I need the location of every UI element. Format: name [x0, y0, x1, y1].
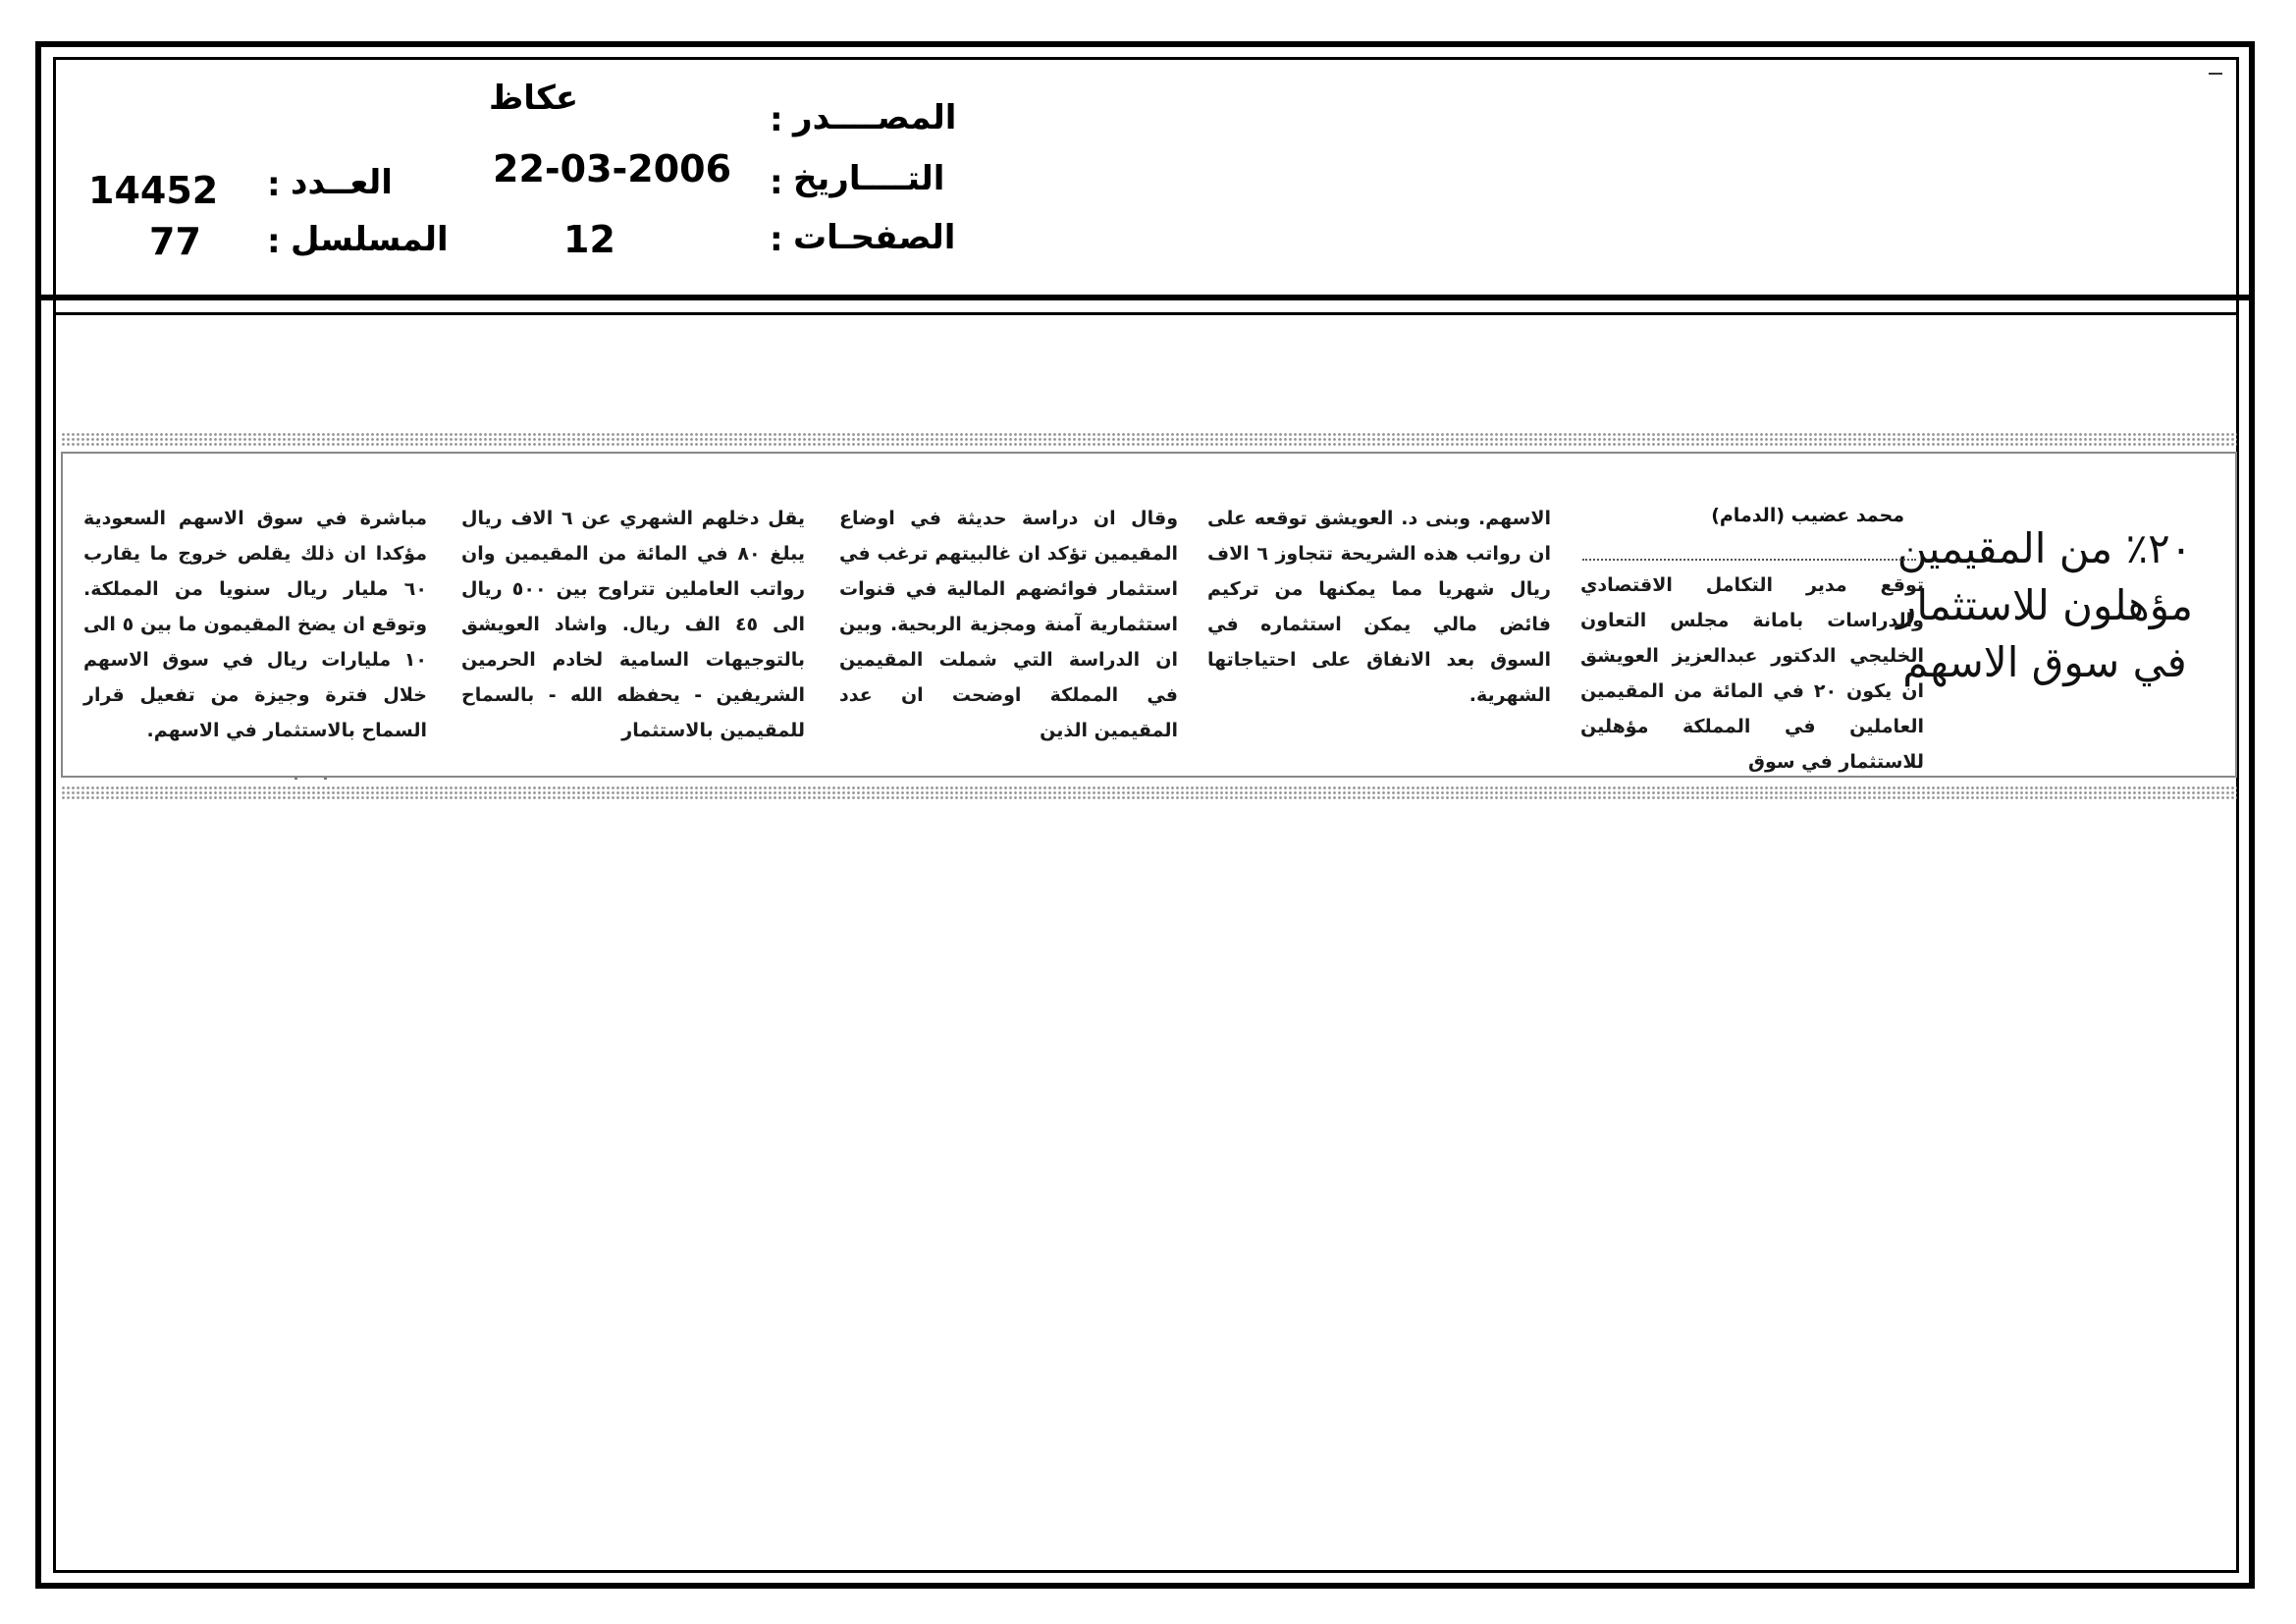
issue-value: 14452 — [88, 169, 219, 212]
header-divider — [35, 295, 2255, 300]
issue-label: العــدد — [291, 163, 393, 202]
column-text: وقال ان دراسة حديثة في اوضاع المقيمين تؤكد ان غالبيتهم ترغب في استثمار فوائضهم المالية في قنوات استثمارية آمنة ومجزية الربحية. وبين ان الدراسة التي شملت المقيمين في المملكة اوضحت ان عدد المقيمين الذين — [839, 508, 1178, 741]
headline-line: في سوق الاسهم — [1902, 638, 2187, 686]
column-text: الاسهم. وبنى د. العويشق توقعه على ان رواتب هذه الشريحة تتجاوز ٦ الاف ريال شهريا مما يمكنها من تركيم فائض مالي يمكن استثماره في السوق بعد الانفاق على احتياجاتها الشهرية. — [1207, 508, 1551, 706]
header-divider-inner — [53, 312, 2239, 315]
article-headline — [1883, 520, 2207, 691]
scan-speck — [324, 778, 327, 780]
pages-label: الصفحـات — [793, 218, 956, 257]
article-column-2 — [1207, 501, 1551, 713]
column-text: يقل دخلهم الشهري عن ٦ الاف ريال يبلغ ٨٠ في المائة من المقيمين وان رواتب العاملين تتراوح بين ٥٠٠ ريال الى ٤٥ الف ريال. واشاد العويشق بالتوجيهات السامية لخادم الحرمين الشريفين - يحفظه الله - بالسماح للمقيمين بالاستثمار — [461, 508, 806, 741]
article-byline: محمد عضيب (الدمام) — [1711, 505, 1904, 526]
clipping-bottom-edge — [61, 785, 2237, 799]
date-label: التــــاريخ — [793, 159, 945, 198]
issue-colon: : — [267, 165, 281, 204]
column-text: مباشرة في سوق الاسهم السعودية مؤكدا ان ذلك يقلص خروج ما يقارب ٦٠ مليار ريال سنويا من المملكة. وتوقع ان يضخ المقيمون ما بين ٥ الى ١٠ مليارات ريال في سوق الاسهم خلال فترة وجيزة من تفعيل قرار السماح بالاستثمار في الاسهم. — [83, 508, 427, 741]
headline-line: مؤهلون للاستثمار — [1896, 581, 2193, 629]
pages-value: 12 — [563, 218, 615, 261]
serial-colon: : — [267, 222, 281, 261]
headline-line: ٢٠٪ من المقيمين — [1896, 524, 2193, 572]
pages-colon: : — [770, 220, 783, 259]
source-label: المصــــدر — [793, 98, 957, 137]
scan-speck — [294, 778, 297, 780]
column-text: توقع مدير التكامل الاقتصادي والدراسات بامانة مجلس التعاون الخليجي الدكتور عبدالعزيز العويشق ان يكون ٢٠ في المائة من المقيمين العاملين في المملكة مؤهلين للاستثمار في سوق — [1580, 574, 1924, 773]
page-inner-border — [53, 57, 2239, 1573]
clipping-top-edge — [61, 432, 2237, 446]
serial-label: المسلسل — [291, 220, 449, 259]
article-column-4 — [461, 501, 805, 748]
article-column-3 — [839, 501, 1178, 748]
date-colon: : — [770, 163, 783, 202]
serial-value: 77 — [149, 220, 201, 263]
source-colon: : — [770, 100, 783, 139]
corner-mark — [2209, 73, 2222, 75]
byline-divider — [1582, 559, 1916, 561]
article-column-1 — [1580, 568, 1924, 780]
source-value: عكاظ — [489, 79, 579, 118]
article-column-5 — [83, 501, 427, 748]
date-value: 22-03-2006 — [493, 147, 732, 190]
